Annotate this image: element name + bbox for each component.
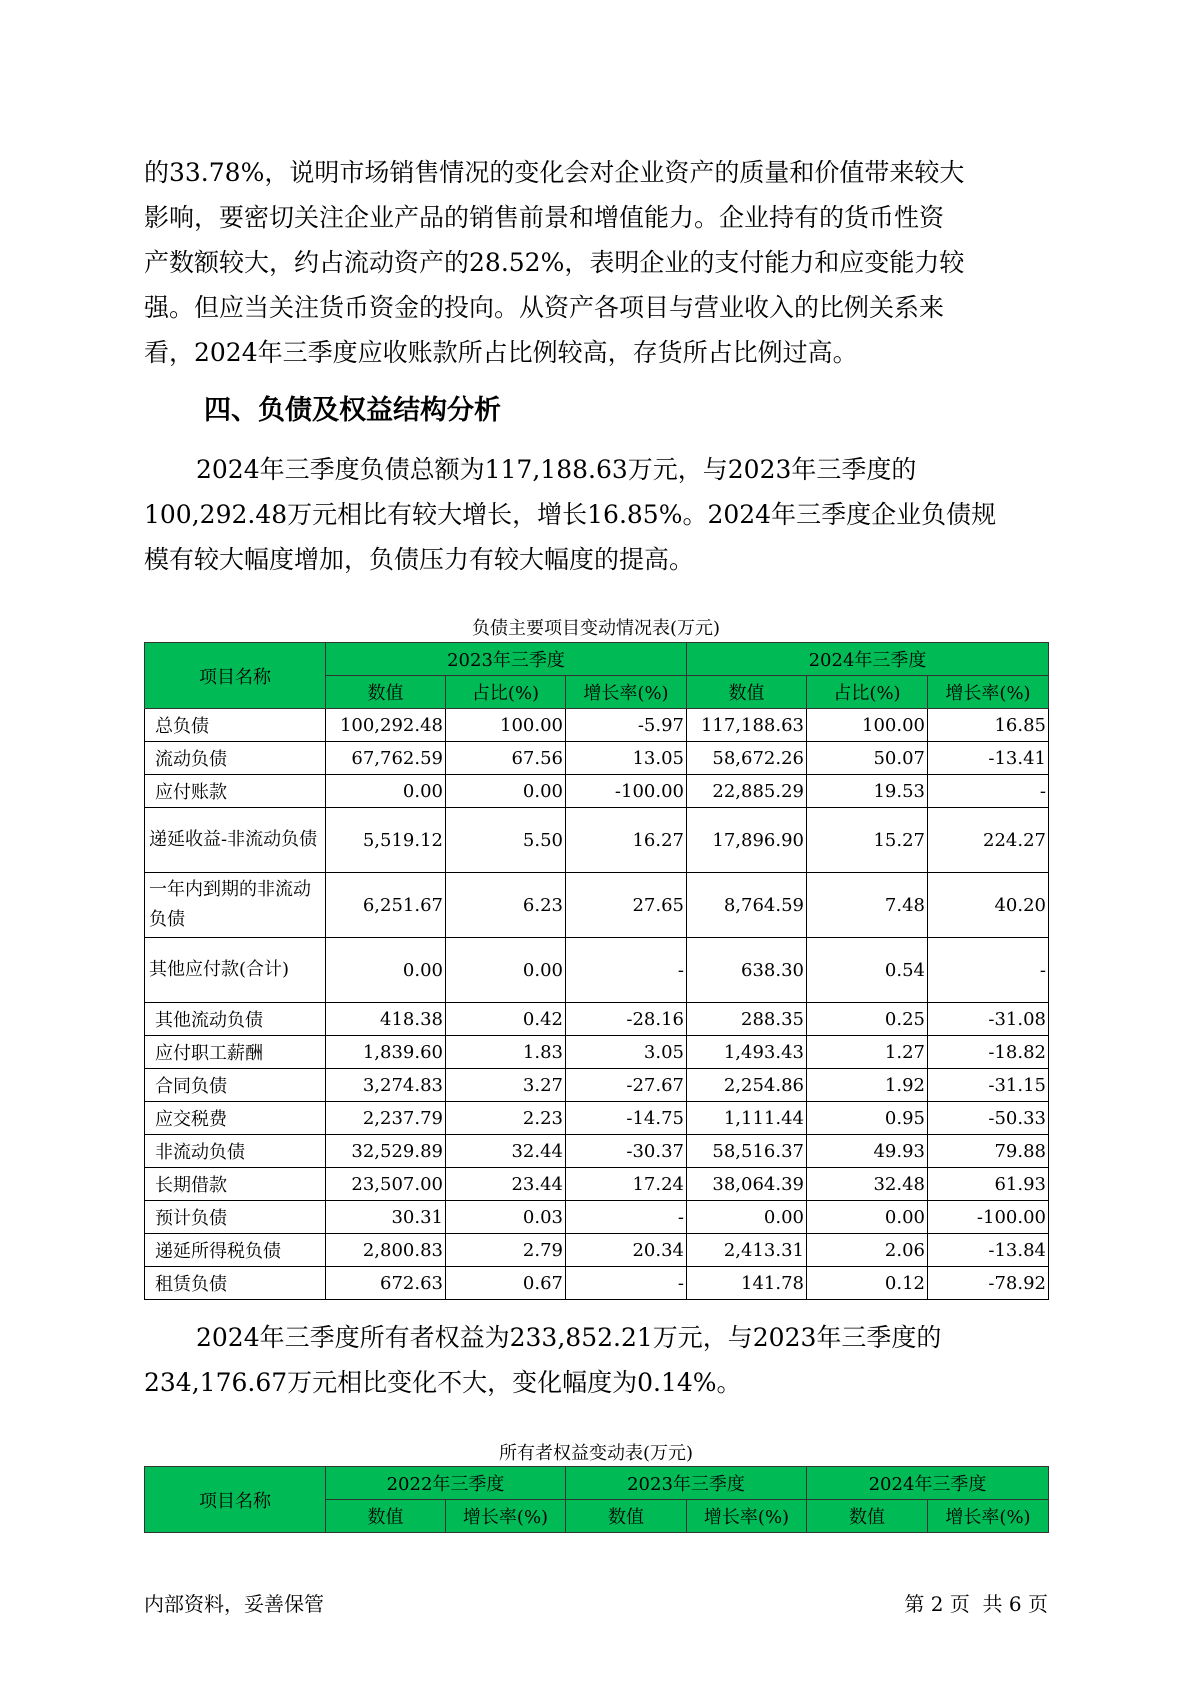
cell-value: 30.31 (326, 1201, 446, 1234)
header-period: 2024年三季度 (807, 1467, 1049, 1500)
cell-value: 1,111.44 (687, 1102, 807, 1135)
cell-value: 2.23 (446, 1102, 566, 1135)
text-line: 产数额较大，约占流动资产的28.52%，表明企业的支付能力和应变能力较 (144, 248, 965, 277)
cell-value: -27.67 (566, 1069, 687, 1102)
text-line: 2024年三季度所有者权益为233,852.21万元，与2023年三季度的 (196, 1323, 942, 1352)
cell-value: 16.85 (928, 709, 1049, 742)
subheader: 增长率(%) (566, 676, 687, 709)
cell-value: 38,064.39 (687, 1168, 807, 1201)
cell-value: 224.27 (928, 808, 1049, 873)
cell-value: 58,672.26 (687, 742, 807, 775)
table-row (145, 1003, 1049, 1036)
cell-value: 79.88 (928, 1135, 1049, 1168)
text-line: 强。但应当关注货币资金的投向。从资产各项目与营业收入的比例关系来 (144, 293, 945, 322)
header-period: 2022年三季度 (326, 1467, 566, 1500)
row-label: 预计负债 (145, 1201, 326, 1234)
table-row (145, 808, 1049, 873)
cell-value: 7.48 (807, 873, 928, 938)
subheader: 数值 (687, 676, 807, 709)
cell-value: 67.56 (446, 742, 566, 775)
cell-value: 0.00 (446, 775, 566, 808)
subheader: 数值 (326, 676, 446, 709)
cell-value: 40.20 (928, 873, 1049, 938)
subheader: 占比(%) (807, 676, 928, 709)
row-label: 递延所得税负债 (145, 1234, 326, 1267)
row-label: 递延收益-非流动负债 (145, 808, 326, 873)
cell-value: 1.27 (807, 1036, 928, 1069)
cell-value: 8,764.59 (687, 873, 807, 938)
cell-value: 2,254.86 (687, 1069, 807, 1102)
cell-value: 2.79 (446, 1234, 566, 1267)
cell-value: - (928, 775, 1049, 808)
table-row (145, 1069, 1049, 1102)
cell-value: -31.08 (928, 1003, 1049, 1036)
cell-value: 0.25 (807, 1003, 928, 1036)
paragraph-equity (144, 1315, 1044, 1405)
text-line: 100,292.48万元相比有较大增长，增长16.85%。2024年三季度企业负债规 (144, 500, 997, 529)
cell-value: 1.92 (807, 1069, 928, 1102)
subheader: 增长率(%) (687, 1500, 807, 1533)
cell-value: 2,237.79 (326, 1102, 446, 1135)
cell-value: 17,896.90 (687, 808, 807, 873)
table-row (145, 1234, 1049, 1267)
cell-value: 117,188.63 (687, 709, 807, 742)
cell-value: 17.24 (566, 1168, 687, 1201)
table-row (145, 938, 1049, 1003)
cell-value: 6.23 (446, 873, 566, 938)
cell-value: 0.95 (807, 1102, 928, 1135)
header-item-name: 项目名称 (145, 1467, 326, 1533)
cell-value: -28.16 (566, 1003, 687, 1036)
row-label: 一年内到期的非流动负债 (145, 873, 326, 938)
section-heading: 四、负债及权益结构分析 (204, 395, 501, 426)
cell-value: 23.44 (446, 1168, 566, 1201)
subheader: 数值 (807, 1500, 928, 1533)
cell-value: 0.54 (807, 938, 928, 1003)
cell-value: 672.63 (326, 1267, 446, 1300)
cell-value: 1,839.60 (326, 1036, 446, 1069)
cell-value: 0.00 (807, 1201, 928, 1234)
cell-value: 0.00 (687, 1201, 807, 1234)
subheader: 增长率(%) (928, 676, 1049, 709)
cell-value: - (566, 1201, 687, 1234)
cell-value: 2,413.31 (687, 1234, 807, 1267)
cell-value: 0.00 (326, 775, 446, 808)
header-period: 2023年三季度 (566, 1467, 807, 1500)
cell-value: -50.33 (928, 1102, 1049, 1135)
cell-value: -100.00 (566, 775, 687, 808)
table2-caption: 所有者权益变动表(万元) (498, 1443, 694, 1464)
cell-value: -5.97 (566, 709, 687, 742)
row-label: 总负债 (145, 709, 326, 742)
cell-value: -78.92 (928, 1267, 1049, 1300)
text-line: 看，2024年三季度应收账款所占比例较高，存货所占比例过高。 (144, 338, 858, 367)
row-label: 租赁负债 (145, 1267, 326, 1300)
liabilities-table (144, 642, 1049, 1300)
cell-value: 5.50 (446, 808, 566, 873)
row-label: 其他流动负债 (145, 1003, 326, 1036)
table-row (145, 709, 1049, 742)
cell-value: -13.41 (928, 742, 1049, 775)
row-label: 其他应付款(合计) (145, 938, 326, 1003)
cell-value: -13.84 (928, 1234, 1049, 1267)
cell-value: 32,529.89 (326, 1135, 446, 1168)
paragraph-assets-summary (144, 150, 1044, 375)
cell-value: 32.48 (807, 1168, 928, 1201)
cell-value: 3.27 (446, 1069, 566, 1102)
row-label: 非流动负债 (145, 1135, 326, 1168)
cell-value: 6,251.67 (326, 873, 446, 938)
cell-value: 0.00 (326, 938, 446, 1003)
row-label: 应付账款 (145, 775, 326, 808)
table-row (145, 1168, 1049, 1201)
subheader: 数值 (326, 1500, 446, 1533)
paragraph-liabilities (144, 447, 1044, 582)
cell-value: 27.65 (566, 873, 687, 938)
text-line: 模有较大幅度增加，负债压力有较大幅度的提高。 (144, 545, 695, 574)
table-row (145, 775, 1049, 808)
table-row (145, 1102, 1049, 1135)
cell-value: 100.00 (446, 709, 566, 742)
subheader: 数值 (566, 1500, 687, 1533)
cell-value: 2,800.83 (326, 1234, 446, 1267)
header-period: 2023年三季度 (326, 643, 687, 676)
cell-value: 20.34 (566, 1234, 687, 1267)
cell-value: -30.37 (566, 1135, 687, 1168)
cell-value: 15.27 (807, 808, 928, 873)
footer-confidential: 内部资料，妥善保管 (144, 1592, 324, 1616)
subheader: 增长率(%) (446, 1500, 566, 1533)
row-label: 流动负债 (145, 742, 326, 775)
cell-value: 0.67 (446, 1267, 566, 1300)
row-label: 合同负债 (145, 1069, 326, 1102)
cell-value: 50.07 (807, 742, 928, 775)
cell-value: 288.35 (687, 1003, 807, 1036)
cell-value: 0.12 (807, 1267, 928, 1300)
table-row (145, 873, 1049, 938)
footer-page-number: 第 2 页 共 6 页 (904, 1592, 1048, 1616)
cell-value: 49.93 (807, 1135, 928, 1168)
cell-value: 23,507.00 (326, 1168, 446, 1201)
cell-value: - (928, 938, 1049, 1003)
cell-value: 16.27 (566, 808, 687, 873)
table-row (145, 1201, 1049, 1234)
cell-value: 0.42 (446, 1003, 566, 1036)
cell-value: 67,762.59 (326, 742, 446, 775)
cell-value: -18.82 (928, 1036, 1049, 1069)
subheader: 增长率(%) (928, 1500, 1049, 1533)
cell-value: 1.83 (446, 1036, 566, 1069)
header-period: 2024年三季度 (687, 643, 1049, 676)
cell-value: 418.38 (326, 1003, 446, 1036)
cell-value: 22,885.29 (687, 775, 807, 808)
equity-table (144, 1466, 1049, 1533)
table1-caption: 负债主要项目变动情况表(万元) (471, 618, 721, 639)
row-label: 应交税费 (145, 1102, 326, 1135)
cell-value: - (566, 1267, 687, 1300)
text-line: 的33.78%，说明市场销售情况的变化会对企业资产的质量和价值带来较大 (144, 158, 965, 187)
cell-value: 13.05 (566, 742, 687, 775)
cell-value: 141.78 (687, 1267, 807, 1300)
text-line: 2024年三季度负债总额为117,188.63万元，与2023年三季度的 (196, 455, 917, 484)
text-line: 234,176.67万元相比变化不大，变化幅度为0.14%。 (144, 1368, 742, 1397)
header-item-name: 项目名称 (145, 643, 326, 709)
table-row (145, 1267, 1049, 1300)
cell-value: 100.00 (807, 709, 928, 742)
cell-value: 2.06 (807, 1234, 928, 1267)
table-row (145, 742, 1049, 775)
cell-value: 100,292.48 (326, 709, 446, 742)
row-label: 应付职工薪酬 (145, 1036, 326, 1069)
cell-value: -14.75 (566, 1102, 687, 1135)
cell-value: 19.53 (807, 775, 928, 808)
cell-value: 0.00 (446, 938, 566, 1003)
cell-value: 5,519.12 (326, 808, 446, 873)
cell-value: 32.44 (446, 1135, 566, 1168)
cell-value: 61.93 (928, 1168, 1049, 1201)
cell-value: -100.00 (928, 1201, 1049, 1234)
row-label: 长期借款 (145, 1168, 326, 1201)
table-row (145, 1135, 1049, 1168)
cell-value: 58,516.37 (687, 1135, 807, 1168)
cell-value: -31.15 (928, 1069, 1049, 1102)
cell-value: 1,493.43 (687, 1036, 807, 1069)
cell-value: 3.05 (566, 1036, 687, 1069)
cell-value: 3,274.83 (326, 1069, 446, 1102)
text-line: 影响，要密切关注企业产品的销售前景和增值能力。企业持有的货币性资 (144, 203, 945, 232)
cell-value: 0.03 (446, 1201, 566, 1234)
cell-value: - (566, 938, 687, 1003)
table-row (145, 1036, 1049, 1069)
subheader: 占比(%) (446, 676, 566, 709)
cell-value: 638.30 (687, 938, 807, 1003)
